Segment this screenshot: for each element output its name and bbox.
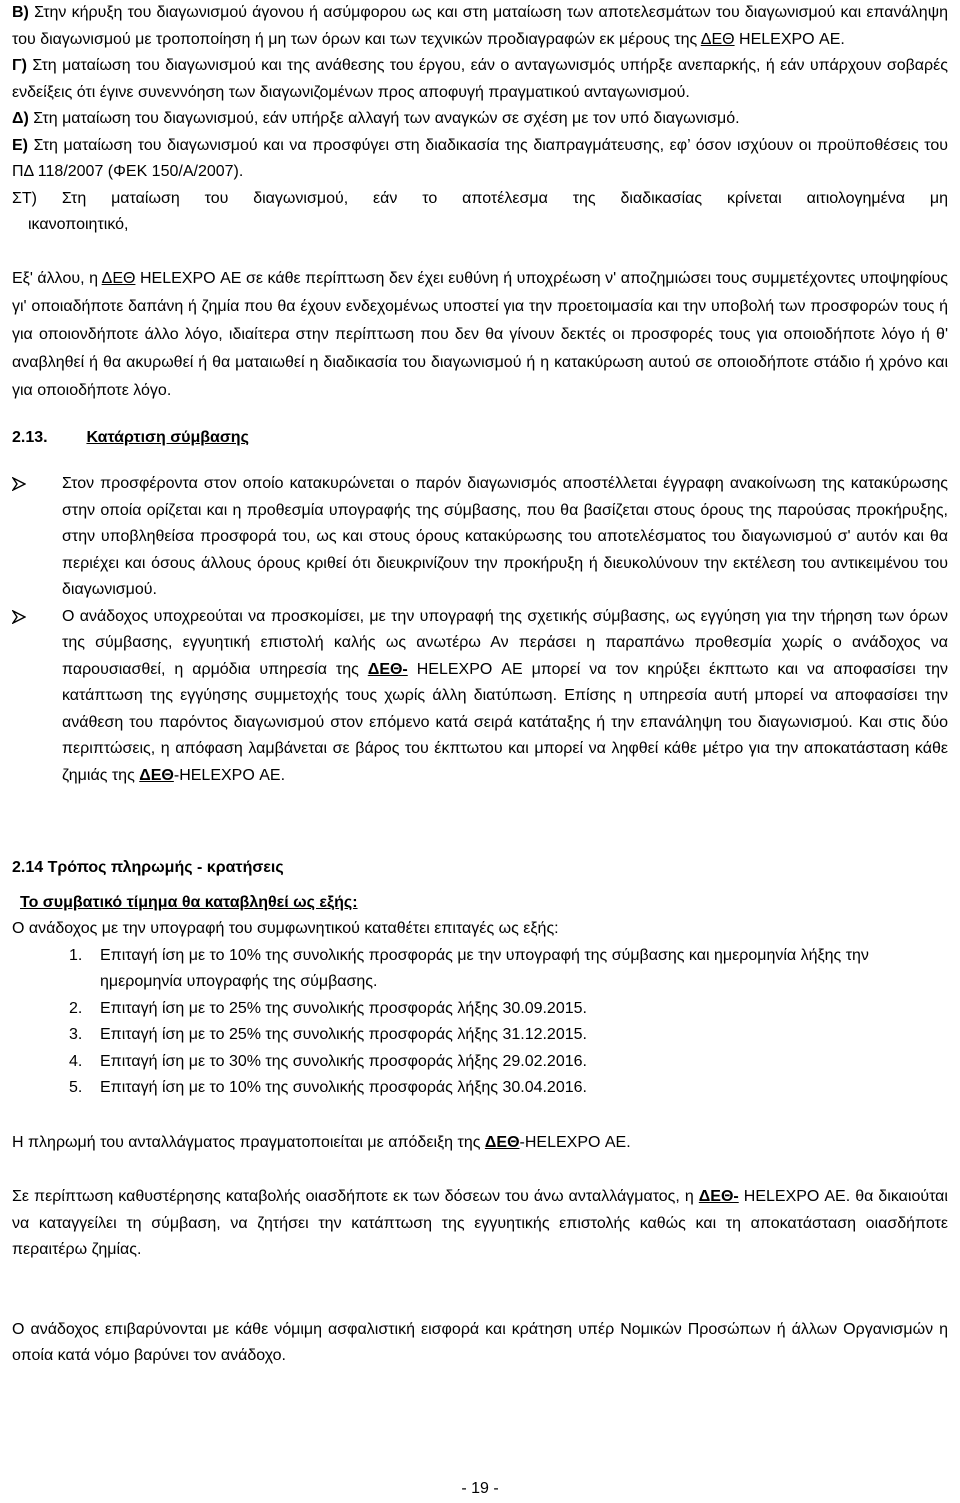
clause-d <box>12 106 948 133</box>
list-item-text: Επιταγή ίση με το 10% της συνολικής προσφοράς με την υπογραφή της σύμβασης και ημερομηνία λήξης την ημερομηνία υπογραφής της σύμβασης. <box>100 946 869 990</box>
list-item <box>12 943 948 996</box>
list-item-number: 2. <box>69 999 83 1017</box>
bullet-1-text: Στον προσφέροντα στον οποίο κατακυρώνεται ο παρόν διαγωνισμός αποστέλλεται έγγραφη ανακοίνωση της κατακύρωσης στην οποία ορίζεται και η προθεσμία υπογραφής της σύμβασης, που θα βασίζεται στους όρους της παρούσας προκήρυξης, στην υποβληθείσα προσφορά του, ως και στους όρους κατακύρωσης του αποτελέσματος του διαγωνισμού σ' αυτόν και θα περιέχει και όσους άλλους όρους κριθεί ότι διευκρινίζουν την προκήρυξη ή διευκολύνουν την εκτέλεση του αντικειμένου του διαγωνισμού. <box>62 475 948 598</box>
delay-paragraph <box>12 1184 948 1264</box>
bullet-2-end: -HELEXPO ΑΕ. <box>173 766 286 784</box>
taxes-text: Ο ανάδοχος επιβαρύνονται με κάθε νόμιμη ασφαλιστική εισφορά και κράτηση υπέρ Νομικών Προσώπων ή άλλων Οργανισμών η οποία κατά νόμο βαρύνει τον ανάδοχο. <box>12 1320 948 1364</box>
clause-st-tail <box>12 212 948 239</box>
clause-c-label: Γ) <box>12 57 27 74</box>
liability-paragraph <box>12 265 948 405</box>
list-item-number: 3. <box>69 1026 83 1043</box>
list-item <box>12 1075 948 1102</box>
spacer <box>12 451 948 471</box>
section-214-subtitle <box>12 890 948 917</box>
list-item-text: Επιταγή ίση με το 25% της συνολικής προσφοράς λήξης 30.09.2015. <box>100 999 587 1017</box>
page-number: - 19 - <box>461 1480 499 1497</box>
spacer <box>12 1156 948 1184</box>
bullet-2-org: ΔΕΘ- <box>367 660 408 678</box>
document-page <box>12 0 948 1370</box>
clause-b-org2: HELEXPO ΑΕ. <box>739 30 845 48</box>
section-214-subtitle-text: Το συμβατικό τίμημα θα καταβληθεί ως εξής: <box>20 893 358 911</box>
list-item-text: Επιταγή ίση με το 25% της συνολικής προσφοράς λήξης 31.12.2015. <box>100 1026 587 1043</box>
payment-before: Η πληρωμή του ανταλλάγματος πραγματοποιείται με απόδειξη της <box>12 1133 481 1151</box>
clause-e-label: Ε) <box>12 136 28 154</box>
clause-b-label: Β) <box>12 4 29 21</box>
clause-c <box>12 53 948 106</box>
section-213-heading <box>12 425 948 452</box>
bullet-2-text-part2: Αν περάσει η παραπάνω προθεσμία χωρίς ο ανάδοχος να παρουσιασθεί, η αρμόδια υπηρεσία της <box>62 634 949 678</box>
clause-c-text: Στη ματαίωση του διαγωνισμού και της ανάθεσης του έργου, εάν ο ανταγωνισμός υπήρξε ανεπαρκής, ή εάν υπάρχουν σοβαρές ενδείξεις ότι έγινε συνεννόηση των διαγωνιζομένων προς αποφυγή πραγματικού ανταγωνισμού. <box>12 57 948 101</box>
bullet-item <box>12 471 948 604</box>
section-213-title: Κατάρτιση σύμβασης <box>86 428 249 446</box>
spacer <box>12 405 948 425</box>
bullet-2-text-part1: Ο ανάδοχος υποχρεούται να προσκομίσει, με την υπογραφή της σχετικής σύμβασης, ως εγγύηση για την τήρηση των όρων της σύμβασης, εγγυητική επιστολή καλής ως ανωτέρω <box>62 607 948 651</box>
delay-after: HELEXPO ΑΕ. θα δικαιούται να καταγγείλει τη σύμβαση, να ζητήσει την κατάπτωση της εγγυητικής επιστολής καθώς και τη αποκατάσταση οιασδήποτε περαιτέρω ζημίας. <box>12 1188 948 1258</box>
clause-st <box>12 186 948 213</box>
clause-st-tail-text: ικανοποιητικό, <box>28 216 129 233</box>
liability-org2: HELEXPO ΑΕ <box>139 269 242 287</box>
list-item-text: Επιταγή ίση με το 30% της συνολικής προσφοράς λήξης 29.02.2016. <box>100 1052 587 1070</box>
payment-org: ΔΕΘ <box>484 1133 520 1151</box>
delay-before: Σε περίπτωση καθυστέρησης καταβολής οιασδήποτε εκ των δόσεων του άνω ανταλλάγματος, η <box>12 1188 694 1205</box>
liability-after: σε κάθε περίπτωση δεν έχει ευθύνη ή υποχρέωση ν' αποζημιώσει τους συμμετέχοντες υποψηφίους γι' οποιαδήποτε δαπάνη ή ζημία που θα έχουν ενδεχομένως υποστεί για την προετοιμασία και την υποβολή των προσφορών τους ή για οποιονδήποτε άλλο λόγο, ιδιαίτερα στην περίπτωση που δεν θα γίνουν δεκτές οι προσφορές τους για οποιοδήποτε λόγο ή θ' αναβληθεί ή θα ακυρωθεί ή θα ματαιωθεί η διαδικασία του διαγωνισμού ή η κατακύρωση αυτού σε οποιοδήποτε στάδιο ή χρόνο και για οποιοδήποτε λόγο. <box>12 269 948 399</box>
section-214-heading <box>12 855 948 882</box>
arrow-bullet-icon <box>12 610 26 624</box>
clause-e <box>12 133 948 186</box>
section-214-intro-text: Ο ανάδοχος με την υπογραφή του συμφωνητικού καταθέτει επιταγές ως εξής: <box>12 920 559 937</box>
clause-b-org: ΔΕΘ <box>700 30 735 48</box>
bullet-item <box>12 604 948 790</box>
spacer <box>12 1264 948 1317</box>
liability-org: ΔΕΘ <box>101 269 136 287</box>
payment-after: -HELEXPO ΑΕ. <box>519 1133 631 1151</box>
liability-before: Εξ' άλλου, η <box>12 269 98 287</box>
list-item <box>12 996 948 1023</box>
arrow-bullet-icon <box>12 477 26 491</box>
clause-st-text: ΣΤ) Στη ματαίωση του διαγωνισμού, εάν το αποτέλεσμα της διαδικασίας κρίνεται αιτιολογημένα μη <box>12 189 948 207</box>
spacer <box>12 789 948 855</box>
section-214-title: 2.14 Τρόπος πληρωμής - κρατήσεις <box>12 859 284 876</box>
spacer <box>12 1102 948 1130</box>
section-213-number: 2.13. <box>12 428 48 446</box>
taxes-paragraph <box>12 1317 948 1370</box>
clause-d-text: Στη ματαίωση του διαγωνισμού, εάν υπήρξε αλλαγή των αναγκών σε σχέση με τον υπό διαγωνισμό. <box>33 110 740 127</box>
spacer <box>12 239 948 265</box>
payment-list <box>12 943 948 1102</box>
list-item-number: 1. <box>69 946 83 964</box>
delay-org: ΔΕΘ- <box>698 1188 739 1205</box>
list-item-number: 5. <box>69 1079 83 1096</box>
payment-paragraph <box>12 1130 948 1157</box>
list-item-text: Επιταγή ίση με το 10% της συνολικής προσφοράς λήξης 30.04.2016. <box>100 1079 587 1096</box>
clause-b <box>12 0 948 53</box>
section-214-intro <box>12 916 948 943</box>
list-item-number: 4. <box>69 1052 83 1070</box>
spacer <box>12 882 948 890</box>
list-item <box>12 1049 948 1076</box>
bullet-2-org-end: ΔΕΘ <box>139 766 174 784</box>
list-item <box>12 1022 948 1049</box>
clause-d-label: Δ) <box>12 110 29 127</box>
clause-e-text: Στη ματαίωση του διαγωνισμού και να προσφύγει στη διαδικασία της διαπραγμάτευσης, εφ’ όσον ισχύουν οι προϋποθέσεις του ΠΔ 118/2007 (ΦΕΚ 150/Α/2007). <box>12 136 948 180</box>
section-213-bullets <box>12 471 948 789</box>
clause-b-text: Στην κήρυξη του διαγωνισμού άγονου ή ασύμφορου ως και στη ματαίωση των αποτελεσμάτων του διαγωνισμού και επανάληψη του διαγωνισμού με τροποποίηση ή μη των όρων και των τεχνικών προδιαγραφών εκ μέρους της <box>12 4 948 48</box>
bullet-2-text-part3: HELEXPO ΑΕ μπορεί να τον κηρύξει έκπτωτο και να αποφασίσει την κατάπτωση της εγγύησης συμμετοχής τους χωρίς άλλη διατύπωση. Επίσης η υπηρεσία αυτή μπορεί να αποφασίσει την ανάθεση του παρόντος διαγωνισμού στον επόμενο κατά σειρά κατάταξης ή την επανάληψη του διαγωνισμού. Και στις δύο περιπτώσεις, η απόφαση λαμβάνεται σε βάρος του έκπτωτου και μπορεί να ληφθεί κάθε μέτρο για την αποκατάσταση κάθε ζημιάς της <box>62 660 948 784</box>
